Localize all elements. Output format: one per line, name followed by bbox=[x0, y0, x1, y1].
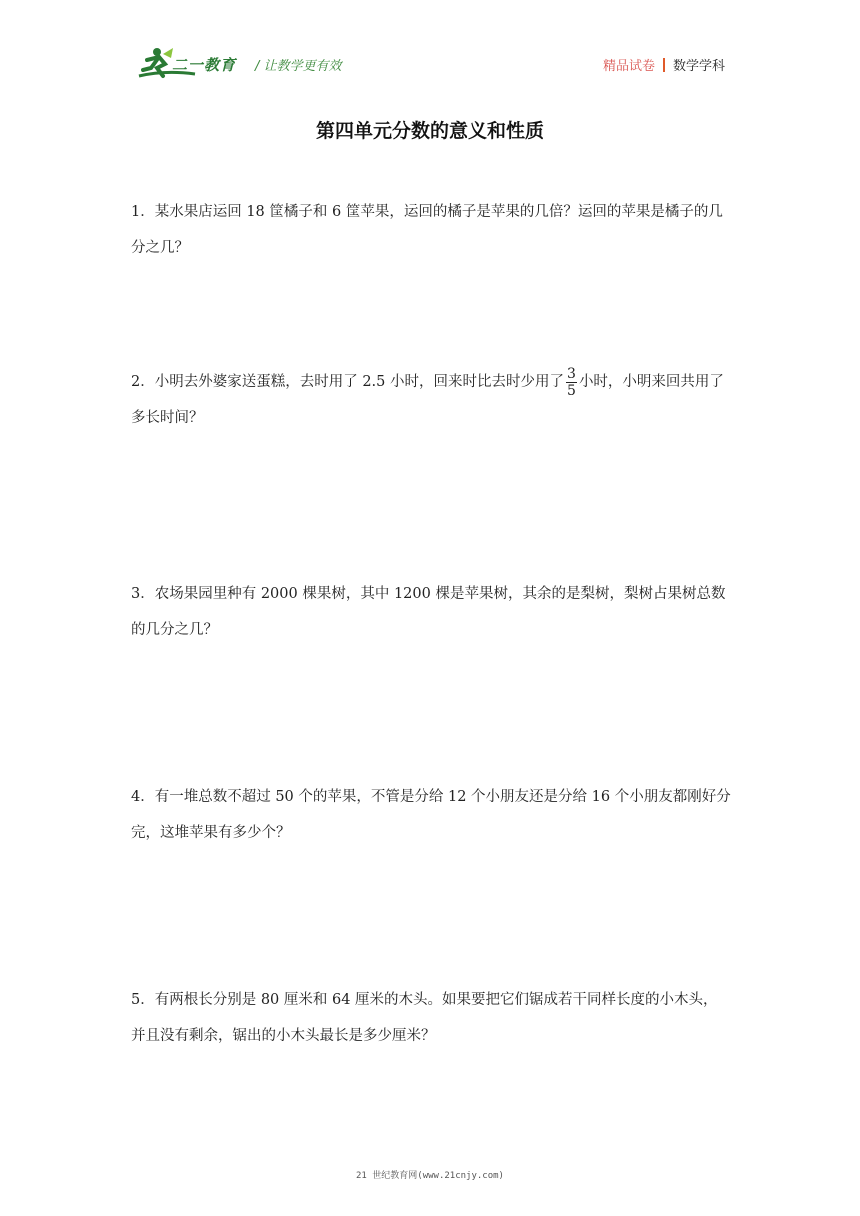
logo-text: 二一教育 bbox=[172, 56, 237, 74]
question-2 bbox=[131, 364, 731, 436]
header-tags bbox=[603, 55, 725, 74]
question-4: 4．有一堆总数不超过 50 个的苹果，不管是分给 12 个小朋友还是分给 16 个小朋友都刚好分完，这堆苹果有多少个？ bbox=[131, 789, 731, 841]
page-header bbox=[0, 0, 860, 90]
fraction bbox=[566, 366, 577, 399]
page-title: 第四单元分数的意义和性质 bbox=[315, 120, 544, 142]
question-5: 5．有两根长分别是 80 厘米和 64 厘米的木头。如果要把它们锯成若干同样长度的小木头，并且没有剩余，锯出的小木头最长是多少厘米？ bbox=[131, 992, 718, 1044]
page-footer: 21 世纪教育网(www.21cnjy.com) bbox=[356, 1171, 504, 1181]
question-1: 1．某水果店运回 18 筐橘子和 6 筐苹果，运回的橘子是苹果的几倍？运回的苹果是橘子的几分之几？ bbox=[131, 204, 723, 256]
fraction-numerator: 3 bbox=[567, 365, 576, 382]
question-2-text-after: 小时，小明来回共用了多长时间？ bbox=[131, 374, 724, 426]
header-divider bbox=[663, 58, 665, 72]
tag-quality-papers: 精品试卷 bbox=[602, 59, 655, 74]
question-2-text-before: 2．小明去外婆家送蛋糕，去时用了 2.5 小时，回来时比去时少用了 bbox=[131, 374, 565, 390]
fraction-denominator: 5 bbox=[567, 382, 576, 399]
slogan: / 让教学更有效 bbox=[255, 59, 342, 74]
question-3: 3．农场果园里种有 2000 棵果树，其中 1200 棵是苹果树，其余的是梨树，梨树占果树总数的几分之几？ bbox=[131, 586, 726, 638]
tag-subject: 数学学科 bbox=[672, 59, 725, 74]
